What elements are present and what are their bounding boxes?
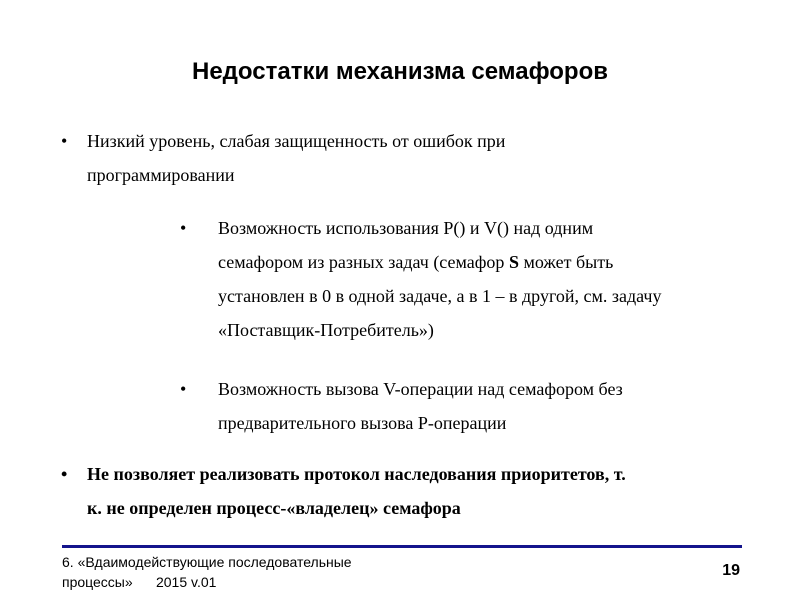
page-number: 19 — [722, 562, 740, 579]
sub-bullet-v-operation — [180, 372, 778, 440]
bullet-marker: • — [180, 218, 187, 238]
footer-line: 6. «Вдаимодействующие последовательные — [62, 554, 352, 570]
bullet-text-line: программировании — [87, 165, 235, 185]
bullet-text-line: Возможность использования P() и V() над одним — [218, 218, 594, 238]
bullet-text-line: предварительного вызова P-операции — [218, 413, 507, 433]
bullet-priority-inheritance — [61, 457, 767, 525]
slide-title: Недостатки механизма семафоров — [192, 58, 608, 85]
bullet-text-line: Низкий уровень, слабая защищенность от ошибок при — [87, 131, 506, 151]
footer-divider — [62, 545, 742, 548]
bullet-marker: • — [180, 379, 187, 399]
footer-line: процессы» 2015 v.01 — [62, 574, 217, 590]
semaphore-name: S — [508, 252, 519, 272]
sub-bullet-p-v-usage — [180, 211, 778, 347]
bullet-text-line: «Поставщик-Потребитель») — [218, 320, 434, 340]
bullet-text-line: к. не определен процесс-«владелец» семафора — [87, 498, 461, 518]
bullet-low-level — [61, 124, 767, 192]
bullet-text-line: Не позволяет реализовать протокол наследования приоритетов, т. — [87, 464, 626, 484]
bullet-text-line: Возможность вызова V-операции над семафором без — [218, 379, 623, 399]
footer-caption — [62, 552, 582, 592]
bullet-marker: • — [61, 464, 68, 484]
bullet-marker: • — [61, 131, 68, 151]
bullet-text-segment: семафором из разных задач (семафор — [218, 252, 509, 272]
bullet-text-segment: может быть — [518, 252, 614, 272]
bullet-text-line: установлен в 0 в одной задаче, а в 1 – в другой, см. задачу — [218, 286, 662, 306]
